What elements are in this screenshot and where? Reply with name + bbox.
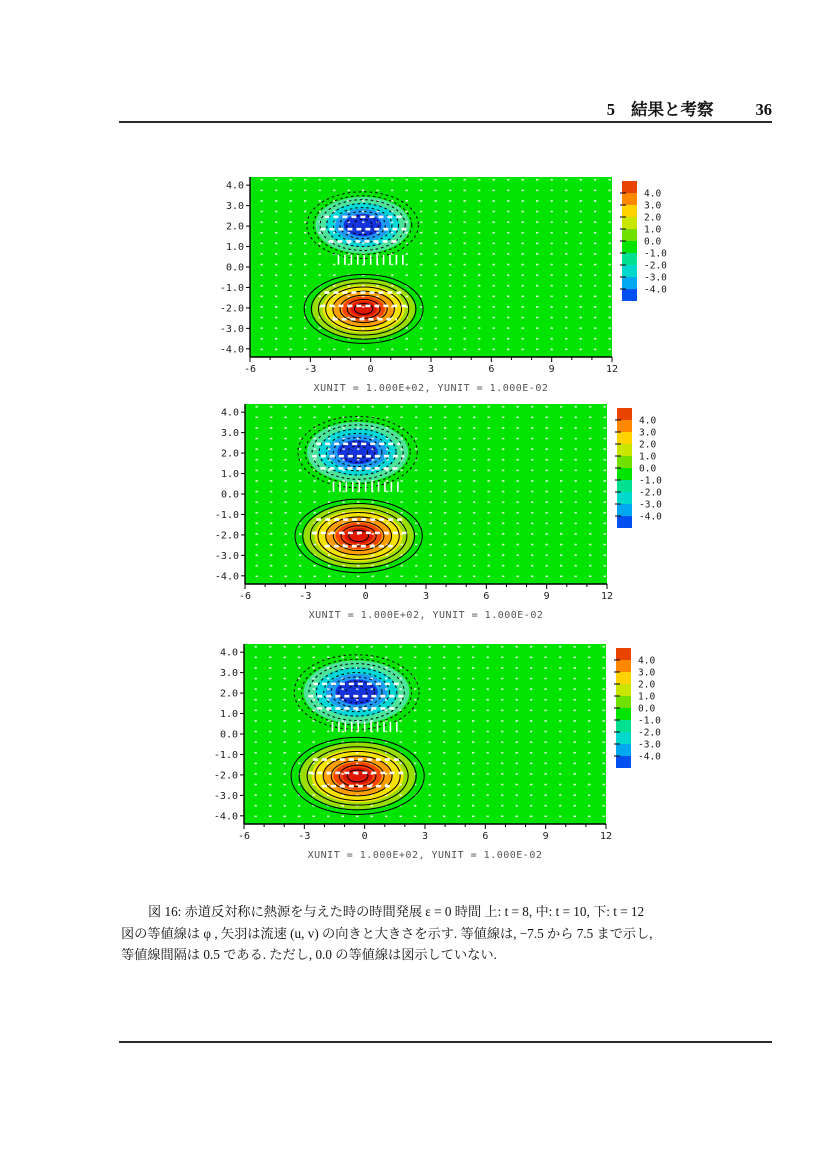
svg-text:0: 0: [367, 364, 374, 375]
svg-text:-4.0: -4.0: [639, 511, 662, 523]
svg-text:4.0: 4.0: [219, 647, 238, 659]
footer-rule: [119, 1041, 772, 1043]
svg-text:4.0: 4.0: [220, 407, 239, 419]
contour-vector-chart: [212, 175, 682, 375]
svg-text:-6: -6: [238, 591, 252, 602]
svg-text:12: 12: [605, 364, 619, 375]
svg-text:-2.0: -2.0: [214, 530, 239, 542]
svg-text:-1.0: -1.0: [644, 248, 667, 260]
svg-text:-3.0: -3.0: [214, 550, 239, 562]
svg-text:-4.0: -4.0: [644, 284, 667, 296]
svg-text:2.0: 2.0: [644, 212, 662, 224]
figure-panel-bottom: [206, 642, 676, 861]
svg-text:-2.0: -2.0: [219, 303, 244, 315]
svg-text:3.0: 3.0: [219, 668, 238, 680]
section-number: 5: [606, 100, 615, 119]
svg-text:1.0: 1.0: [638, 691, 656, 703]
contour-plot-t8: [212, 175, 682, 380]
figure-caption: [121, 901, 725, 966]
svg-text:3: 3: [421, 831, 429, 842]
svg-text:3: 3: [427, 364, 435, 375]
caption-line: 図 16: 赤道反対称に熱源を与えた時の時間発展 ε = 0 時間 上: t = 8, 中: t = 10, 下: t = 12: [148, 904, 645, 919]
svg-text:2.0: 2.0: [638, 679, 656, 691]
svg-text:4.0: 4.0: [638, 655, 656, 667]
svg-text:1.0: 1.0: [644, 224, 662, 236]
svg-text:3.0: 3.0: [220, 428, 239, 440]
svg-text:-6: -6: [237, 831, 251, 842]
svg-text:0: 0: [362, 591, 369, 602]
svg-text:2.0: 2.0: [220, 448, 239, 460]
svg-text:-2.0: -2.0: [213, 770, 238, 782]
contour-vector-chart: [207, 402, 677, 602]
svg-text:-2.0: -2.0: [639, 487, 662, 499]
svg-text:-4.0: -4.0: [638, 751, 661, 763]
svg-text:9: 9: [542, 831, 549, 842]
svg-text:0.0: 0.0: [639, 463, 657, 475]
svg-text:12: 12: [600, 591, 614, 602]
svg-text:0: 0: [361, 831, 368, 842]
svg-text:6: 6: [482, 831, 489, 842]
svg-text:1.0: 1.0: [639, 451, 657, 463]
svg-text:-1.0: -1.0: [219, 282, 244, 294]
svg-text:3.0: 3.0: [638, 667, 656, 679]
svg-text:-6: -6: [243, 364, 257, 375]
svg-text:-1.0: -1.0: [638, 715, 661, 727]
svg-text:9: 9: [548, 364, 555, 375]
svg-text:-4.0: -4.0: [214, 571, 239, 583]
svg-text:-2.0: -2.0: [638, 727, 661, 739]
svg-text:-3.0: -3.0: [213, 790, 238, 802]
contour-plot-t10: [207, 402, 677, 607]
svg-text:-3.0: -3.0: [638, 739, 661, 751]
plot-units-caption: XUNIT = 1.000E+02, YUNIT = 1.000E-02: [313, 383, 549, 394]
svg-text:3.0: 3.0: [639, 427, 657, 439]
svg-text:4.0: 4.0: [644, 188, 662, 200]
svg-text:2.0: 2.0: [639, 439, 657, 451]
svg-text:-1.0: -1.0: [214, 509, 239, 521]
svg-text:-1.0: -1.0: [639, 475, 662, 487]
svg-text:1.0: 1.0: [219, 709, 238, 721]
section-title: 結果と考察: [631, 101, 714, 119]
svg-text:6: 6: [488, 364, 495, 375]
svg-text:-3: -3: [304, 364, 317, 375]
svg-text:-3.0: -3.0: [219, 323, 244, 335]
svg-text:-3.0: -3.0: [644, 272, 667, 284]
svg-text:9: 9: [543, 591, 550, 602]
svg-text:0.0: 0.0: [225, 262, 244, 274]
page-number: 36: [755, 100, 772, 119]
svg-text:0.0: 0.0: [638, 703, 656, 715]
svg-text:0.0: 0.0: [220, 489, 239, 501]
svg-text:1.0: 1.0: [225, 242, 244, 254]
svg-text:-4.0: -4.0: [213, 811, 238, 823]
svg-text:-1.0: -1.0: [213, 749, 238, 761]
svg-text:-3: -3: [299, 591, 312, 602]
caption-line: 等値線間隔は 0.5 である. ただし, 0.0 の等値線は図示していない.: [121, 947, 497, 962]
figure-panel-top: [212, 175, 682, 394]
svg-text:3.0: 3.0: [225, 201, 244, 213]
svg-text:1.0: 1.0: [220, 469, 239, 481]
contour-vector-chart: [206, 642, 676, 842]
plot-units-caption: XUNIT = 1.000E+02, YUNIT = 1.000E-02: [307, 850, 543, 861]
svg-text:3: 3: [422, 591, 430, 602]
svg-text:3.0: 3.0: [644, 200, 662, 212]
svg-text:2.0: 2.0: [219, 688, 238, 700]
figure-panel-middle: [207, 402, 677, 621]
svg-text:-2.0: -2.0: [644, 260, 667, 272]
svg-text:-3: -3: [298, 831, 311, 842]
svg-text:12: 12: [599, 831, 613, 842]
svg-text:-3.0: -3.0: [639, 499, 662, 511]
caption-line: 図の等値線は φ , 矢羽は流速 (u, v) の向きと大きさを示す. 等値線は, −7.5 から 7.5 まで示し,: [121, 925, 653, 941]
svg-text:2.0: 2.0: [225, 221, 244, 233]
page-header: [119, 96, 772, 120]
svg-text:0.0: 0.0: [219, 729, 238, 741]
svg-text:-4.0: -4.0: [219, 344, 244, 356]
plot-units-caption: XUNIT = 1.000E+02, YUNIT = 1.000E-02: [308, 610, 544, 621]
svg-text:4.0: 4.0: [639, 415, 657, 427]
svg-text:0.0: 0.0: [644, 236, 662, 248]
contour-plot-t12: [206, 642, 676, 847]
svg-text:6: 6: [483, 591, 490, 602]
header-rule: [119, 121, 772, 123]
svg-text:4.0: 4.0: [225, 180, 244, 192]
